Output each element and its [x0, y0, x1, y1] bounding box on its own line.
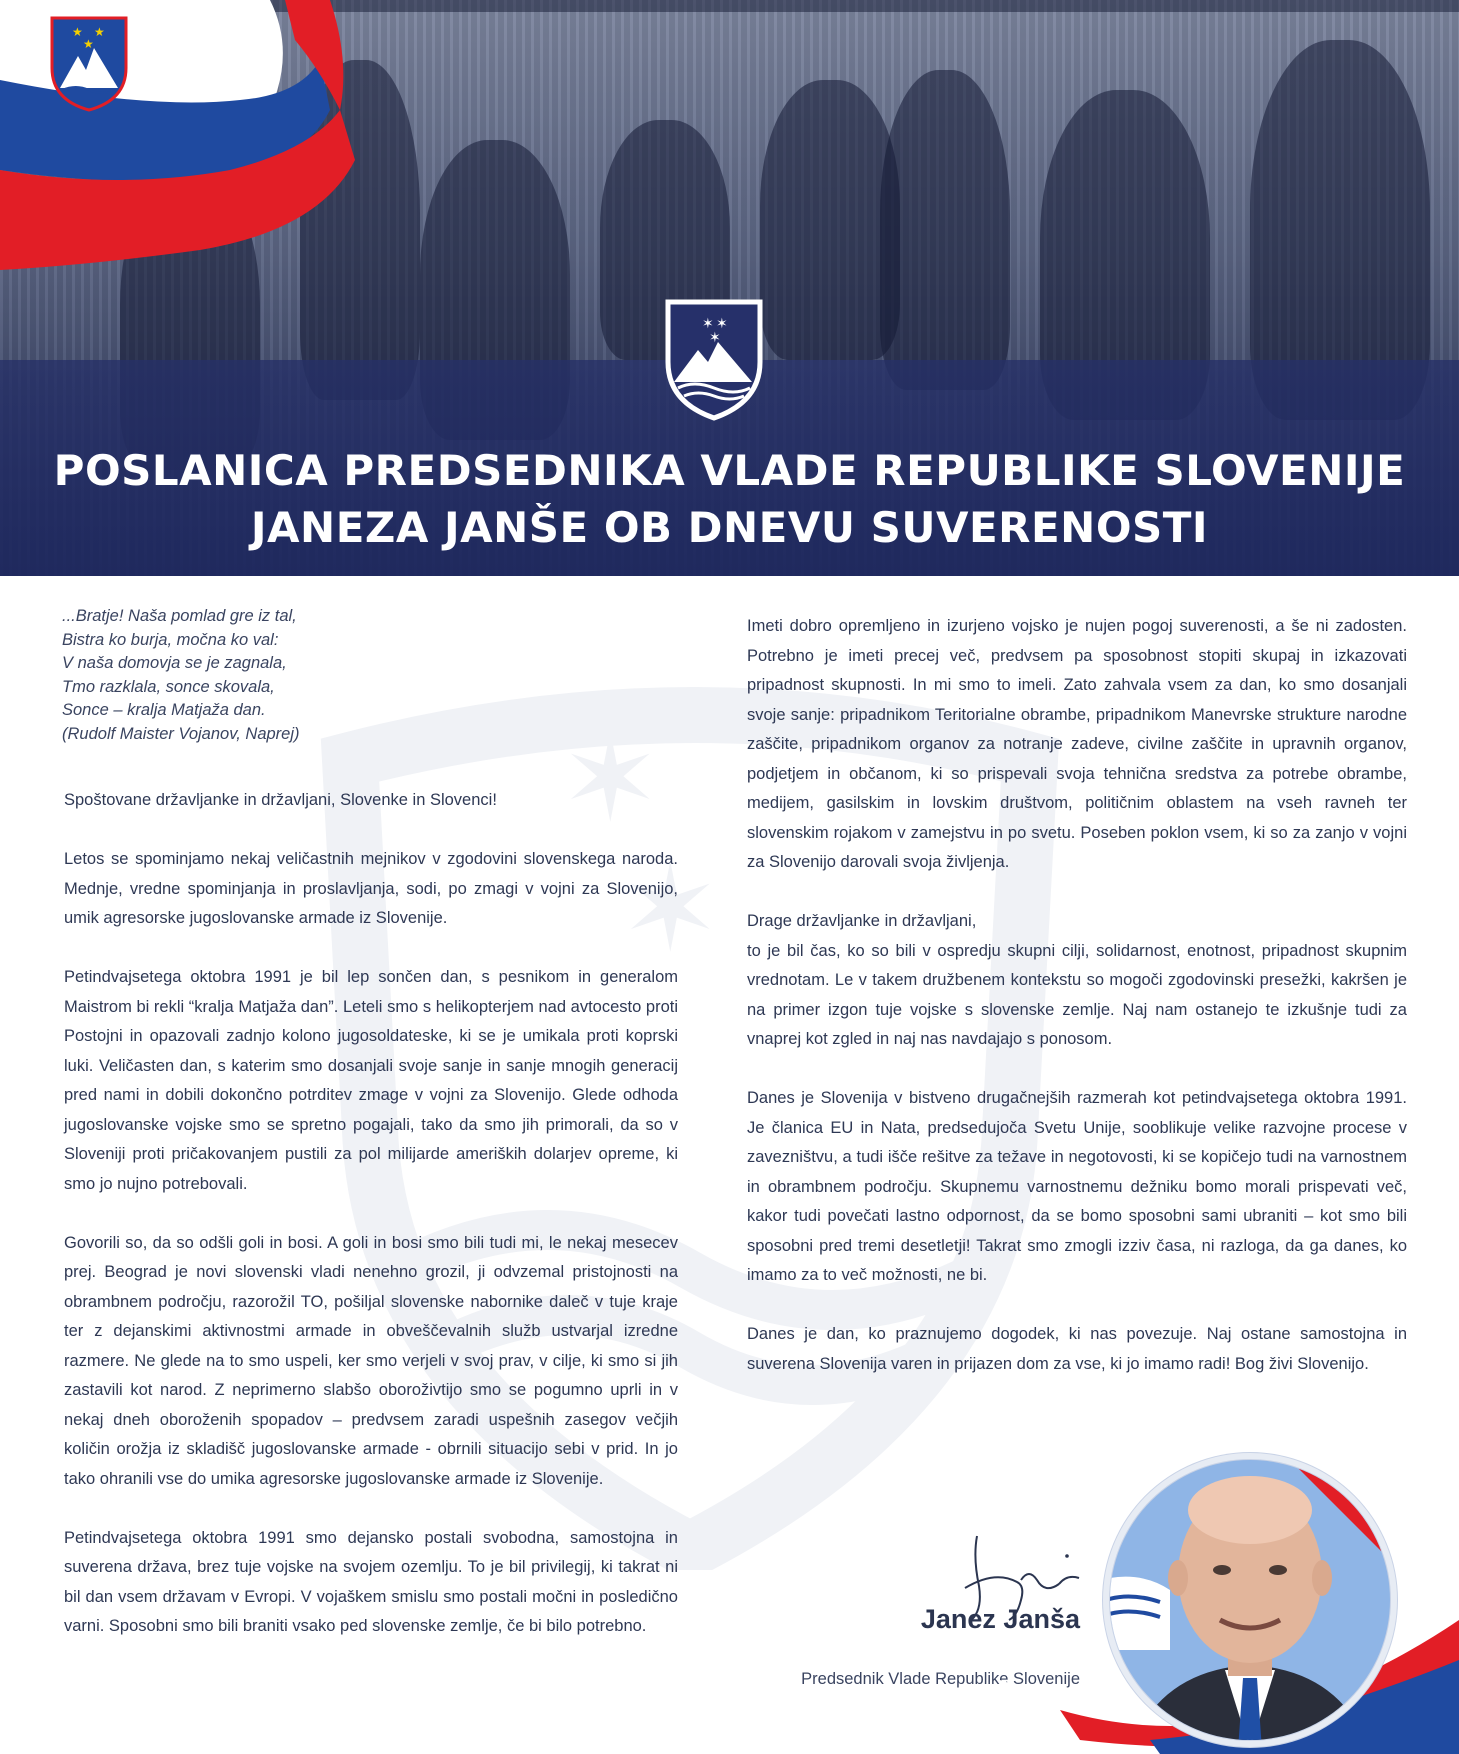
signatory-role: Predsednik Vlade Republike Slovenije — [801, 1670, 1080, 1688]
svg-text:✶: ✶ — [709, 330, 721, 346]
signatory-name: Janez Janša — [920, 1604, 1080, 1634]
salutation: Drage državljanke in državljani, — [747, 912, 977, 930]
svg-text:✶: ✶ — [560, 710, 661, 849]
poem-line: Sonce – kralja Matjaža dan. — [62, 701, 266, 719]
poem-line: Tmo razklala, sonce skovala, — [62, 677, 275, 696]
poem-quote — [62, 605, 622, 746]
svg-text:★: ★ — [94, 25, 105, 39]
letter-right-column — [747, 612, 1407, 1409]
svg-text:✶: ✶ — [716, 316, 728, 332]
paragraph-body: to je bil čas, ko so bili v ospredju skupni cilji, solidarnost, enotnost, pripadnost skupnim vrednotam. Le v takem družbenem kontekstu so mogoči zgodovinski presežki, kakršen je na primer izgon tuje vojske s slovenske zemlje. Naj nam ostanejo te izkušnje tudi za vnaprej kot zgled in naj nas navdajajo s ponosom. — [747, 941, 1407, 1048]
paragraph: Petindvajsetega oktobra 1991 je bil lep sončen dan, s pesnikom in generalom Maistrom bi rekli “kralja Matjaža dan”. Leteli smo s helikopterjem nad avtocesto proti Postojni in opazovali zadnjo kolono jugosoldateske, ki se je umikala proti koprski luki. Veličasten dan, s katerim smo dosanjali svoje sanje in sanje mnogih generacij pred nami in dobili dokončno potrditev zmage v vojni za Slovenijo. Glede odhoda jugoslovanske vojske smo se spretno pogajali, tako da smo jih primorali, da so v Sloveniji proti pričakovanjem pustili za pol milijarde ameriških dolarjev opreme, ki smo jo nujno potrebovali. — [64, 968, 678, 1193]
paragraph: Danes je dan, ko praznujemo dogodek, ki nas povezuje. Naj ostane samostojna in suverena Slovenija varen in prijazen dom za vse, ki jo imamo radi! Bog živi Slovenijo. — [747, 1325, 1407, 1373]
paragraph: Danes je Slovenija v bistveno drugačnejših razmerah kot petindvajsetega oktobra 1991. Je članica EU in Nata, predsedujoča Svetu Unije, sooblikuje velike razvojne procese v zavezništvu, a tudi išče rešitve za težave in negotovosti, ki se kopičejo tudi na varnostnem in obrambnem področju. Skupnemu varnostnemu dežniku bomo morali prispevati več, kakor tudi povečati lastno odpornost, da se bomo sposobni sami ubraniti – kot smo bili sposobni pred tremi desetletji! Takrat smo zmogli izziv časa, ni razloga, da ga danes, ko imamo za to več možnosti, ne bi. — [747, 1089, 1407, 1284]
header-banner — [0, 0, 1459, 576]
svg-text:★: ★ — [72, 25, 83, 39]
poem-line: ...Bratje! Naša pomlad gre iz tal, — [62, 607, 297, 625]
page-title-line-2: JANEZA JANŠE OB DNEVU SUVERENOSTI — [250, 503, 1209, 552]
svg-text:★: ★ — [83, 37, 94, 51]
paragraph: Govorili so, da so odšli goli in bosi. A goli in bosi smo bili tudi mi, le nekaj mesecev prej. Beograd je novi slovenski vladi nenehno grozil, ji odvzemal pristojnosti na obrambnem področju, razorožil TO, pošiljal slovenske nabornike daleč v tuje kraje ter z dejanskimi aktivnostmi armade in obveščevalnih služb ustvarjal izredne razmere. Ne glede na to smo uspeli, ker smo verjeli v svoj prav, v cilje, ki smo si jih zastavili kot narod. Z neprimerno slabšo oboroživtijo smo se pogumno uprli in v nekaj dneh oboroženih spopadov – predvsem zaradi uspešnih zasegov večjih količin orožja iz skladišč jugoslovanske armade - obrnili situacijo sebi v prid. In jo tako ohranili vse do umika agresorske jugoslovanske armade iz Slovenije. — [64, 1233, 678, 1488]
portrait-photo — [1100, 1450, 1400, 1750]
poem-attribution: (Rudolf Maister Vojanov, Naprej) — [62, 724, 300, 743]
page-title-line-1: POSLANICA PREDSEDNIKA VLADE REPUBLIKE SLOVENIJE — [53, 446, 1406, 495]
slovenian-flag-icon — [0, 0, 360, 290]
paragraph: Imeti dobro opremljeno in izurjeno vojsko je nujen pogoj suverenosti, a še ni zadosten. Potrebno je imeti precej več, predvsem pa sposobnost stopiti skupaj in izkazovati pripadnost skupnosti. In mi smo to imeli. Zato zahvala vsem za dan, ko smo dosanjali svoje sanje: pripadnikom Teritorialne obrambe, pripadnikom Manevrske strukture narodne zaščite, pripadnikom organov za notranje zadeve, civilne zaščite in upravnih organov, podjetjem in občanom, ki so prispevali svoja tehnična sredstva za potrebe obrambe, medijem, gasilskim in lovskim društvom, političnim oblastem na vseh ravneh ter slovenskim rojakom v zamejstvu in po svetu. Poseben poklon vsem, ki so za zanjo v vojni za Slovenijo darovali svoja življenja. — [747, 617, 1407, 871]
svg-text:✶: ✶ — [620, 840, 721, 979]
paragraph — [747, 907, 1407, 1055]
paragraph: Letos se spominjamo nekaj veličastnih mejnikov v zgodovini slovenskega naroda. Mednje, vredne spominjanja in proslavljanja, sodi, po zmagi v vojni za Slovenijo, umik agresorske jugoslovanske armade iz Slovenije. — [64, 850, 678, 927]
paragraph: Petindvajsetega oktobra 1991 smo dejansko postali svobodna, samostojna in suverena država, brez tuje vojske na svojem ozemlju. To je bil privilegij, ki takrat ni bil dan vsem državam v Evropi. V vojaškem smislu smo postali močni in posledično varni. Sposobni smo bili braniti vsako ped slovenske zemlje, če bi bilo potrebno. — [64, 1528, 678, 1635]
greeting: Spoštovane državljanke in državljani, Slovenke in Slovenci! — [64, 791, 497, 809]
poem-line: Bistra ko burja, močna ko val: — [62, 630, 279, 649]
letter-left-column — [64, 786, 678, 1671]
coat-of-arms-icon — [664, 298, 764, 422]
poem-line: V naša domovja se je zagnala, — [62, 654, 287, 672]
svg-text:✶: ✶ — [702, 316, 714, 332]
